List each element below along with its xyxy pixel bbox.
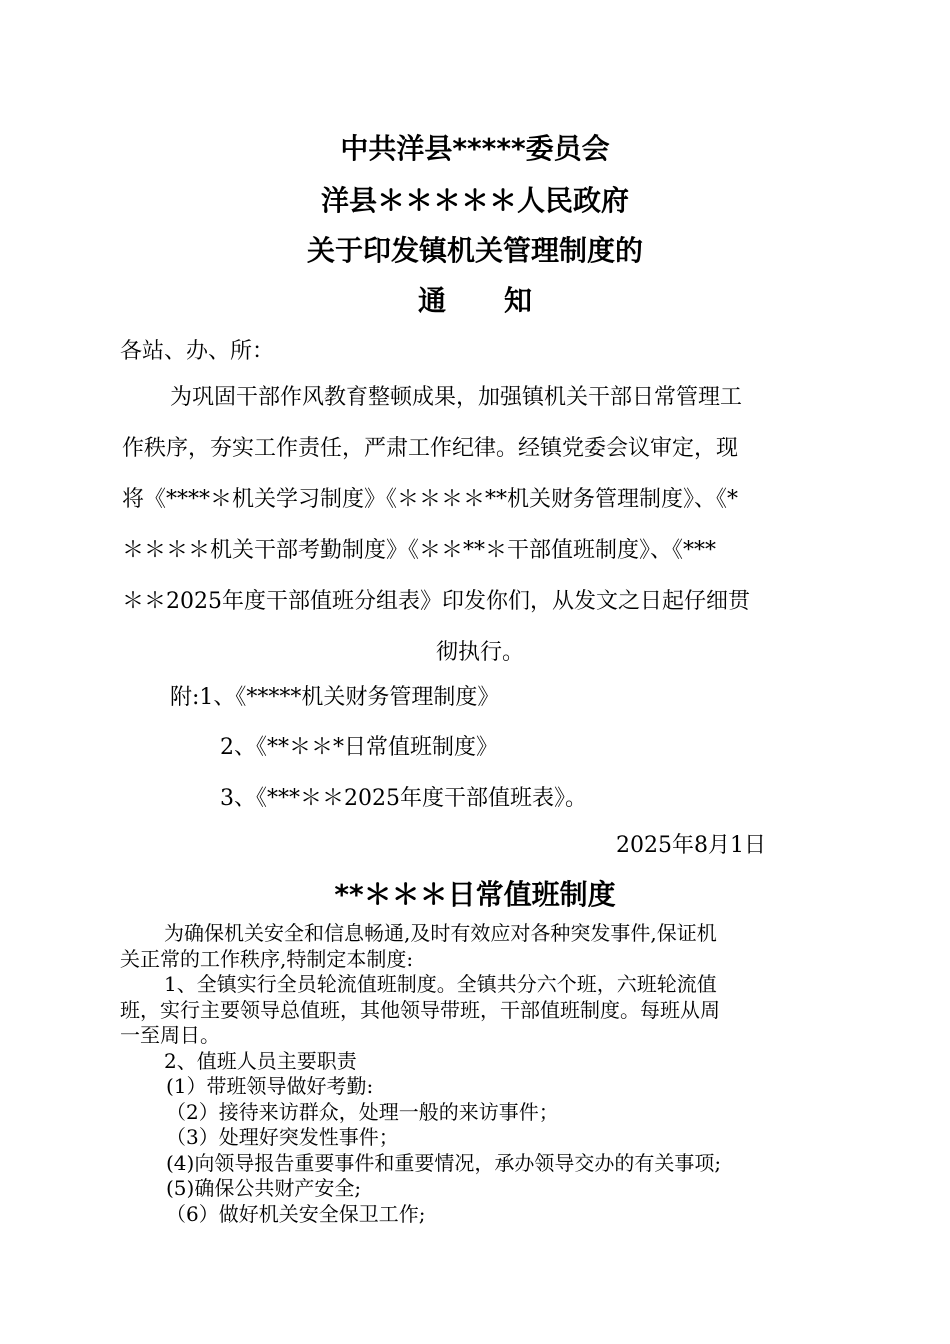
notice-body [122,384,838,690]
notice-body-line: 作秩序，夯实工作责任，严肃工作纪律。经镇党委会议审定，现 [122,436,739,461]
duty-rules-line: (1）带班领导做好考勤: [166,1074,374,1098]
notice-body-line: ＊＊＊＊机关干部考勤制度》《＊＊**＊干部值班制度》、《*** [122,538,717,563]
duty-rules-line: (4)向领导报告重要事件和重要情况，承办领导交办的有关事项; [166,1150,722,1175]
issue-date: 2025年8月1日 [616,833,766,858]
attachment-item: 3、《***＊＊2025年度干部值班表》。 [220,786,587,811]
duty-rules-line: 2、值班人员主要职责 [164,1048,357,1073]
notice-body-line: 为巩固干部作风教育整顿成果，加强镇机关干部日常管理工 [170,385,743,410]
notice-title [0,284,950,318]
attachment-item: 2、《**＊＊*日常值班制度》 [220,735,498,760]
attachment-item: 附:1、《*****机关财务管理制度》 [170,685,500,710]
duty-rules-title: **＊＊＊日常值班制度 [334,878,616,911]
duty-rules-line: （2）接待来访群众，处理一般的来访事件； [166,1099,559,1124]
notice-title-char-2: 知 [504,284,533,317]
duty-rules-line: （6）做好机关安全保卫工作; [166,1201,426,1226]
notice-body-line: 彻执行。 [435,640,524,665]
duty-rules-line: 1、全镇实行全员轮流值班制度。全镇共分六个班，六班轮流值 [164,972,717,996]
issuer-government: 洋县＊＊＊＊＊人民政府 [320,184,629,217]
notice-title-char-1: 通 [417,284,446,317]
duty-rules-line: （3）处理好突发性事件； [166,1125,399,1149]
duty-rules-line: 为确保机关安全和信息畅通,及时有效应对各种突发事件,保证机 [164,921,717,945]
duty-rules-body [120,921,850,1227]
notice-subject: 关于印发镇机关管理制度的 [306,234,643,267]
duty-rules-line: 一至周日。 [120,1023,220,1047]
duty-rules-line: 班，实行主要领导总值班，其他领导带班，干部值班制度。每班从周 [120,997,720,1022]
notice-body-line: ＊＊2025年度干部值班分组表》印发你们，从发文之日起仔细贯 [122,589,750,614]
duty-rules-line: 关正常的工作秩序,特制定本制度: [120,946,414,971]
salutation: 各站、办、所： [120,339,275,364]
duty-rules-line: (5)确保公共财产安全; [166,1176,362,1200]
notice-body-line: 将《****＊机关学习制度》《＊＊＊＊**机关财务管理制度》、《* [122,487,739,512]
issuer-party-committee: 中共洋县*****委员会 [340,132,610,165]
